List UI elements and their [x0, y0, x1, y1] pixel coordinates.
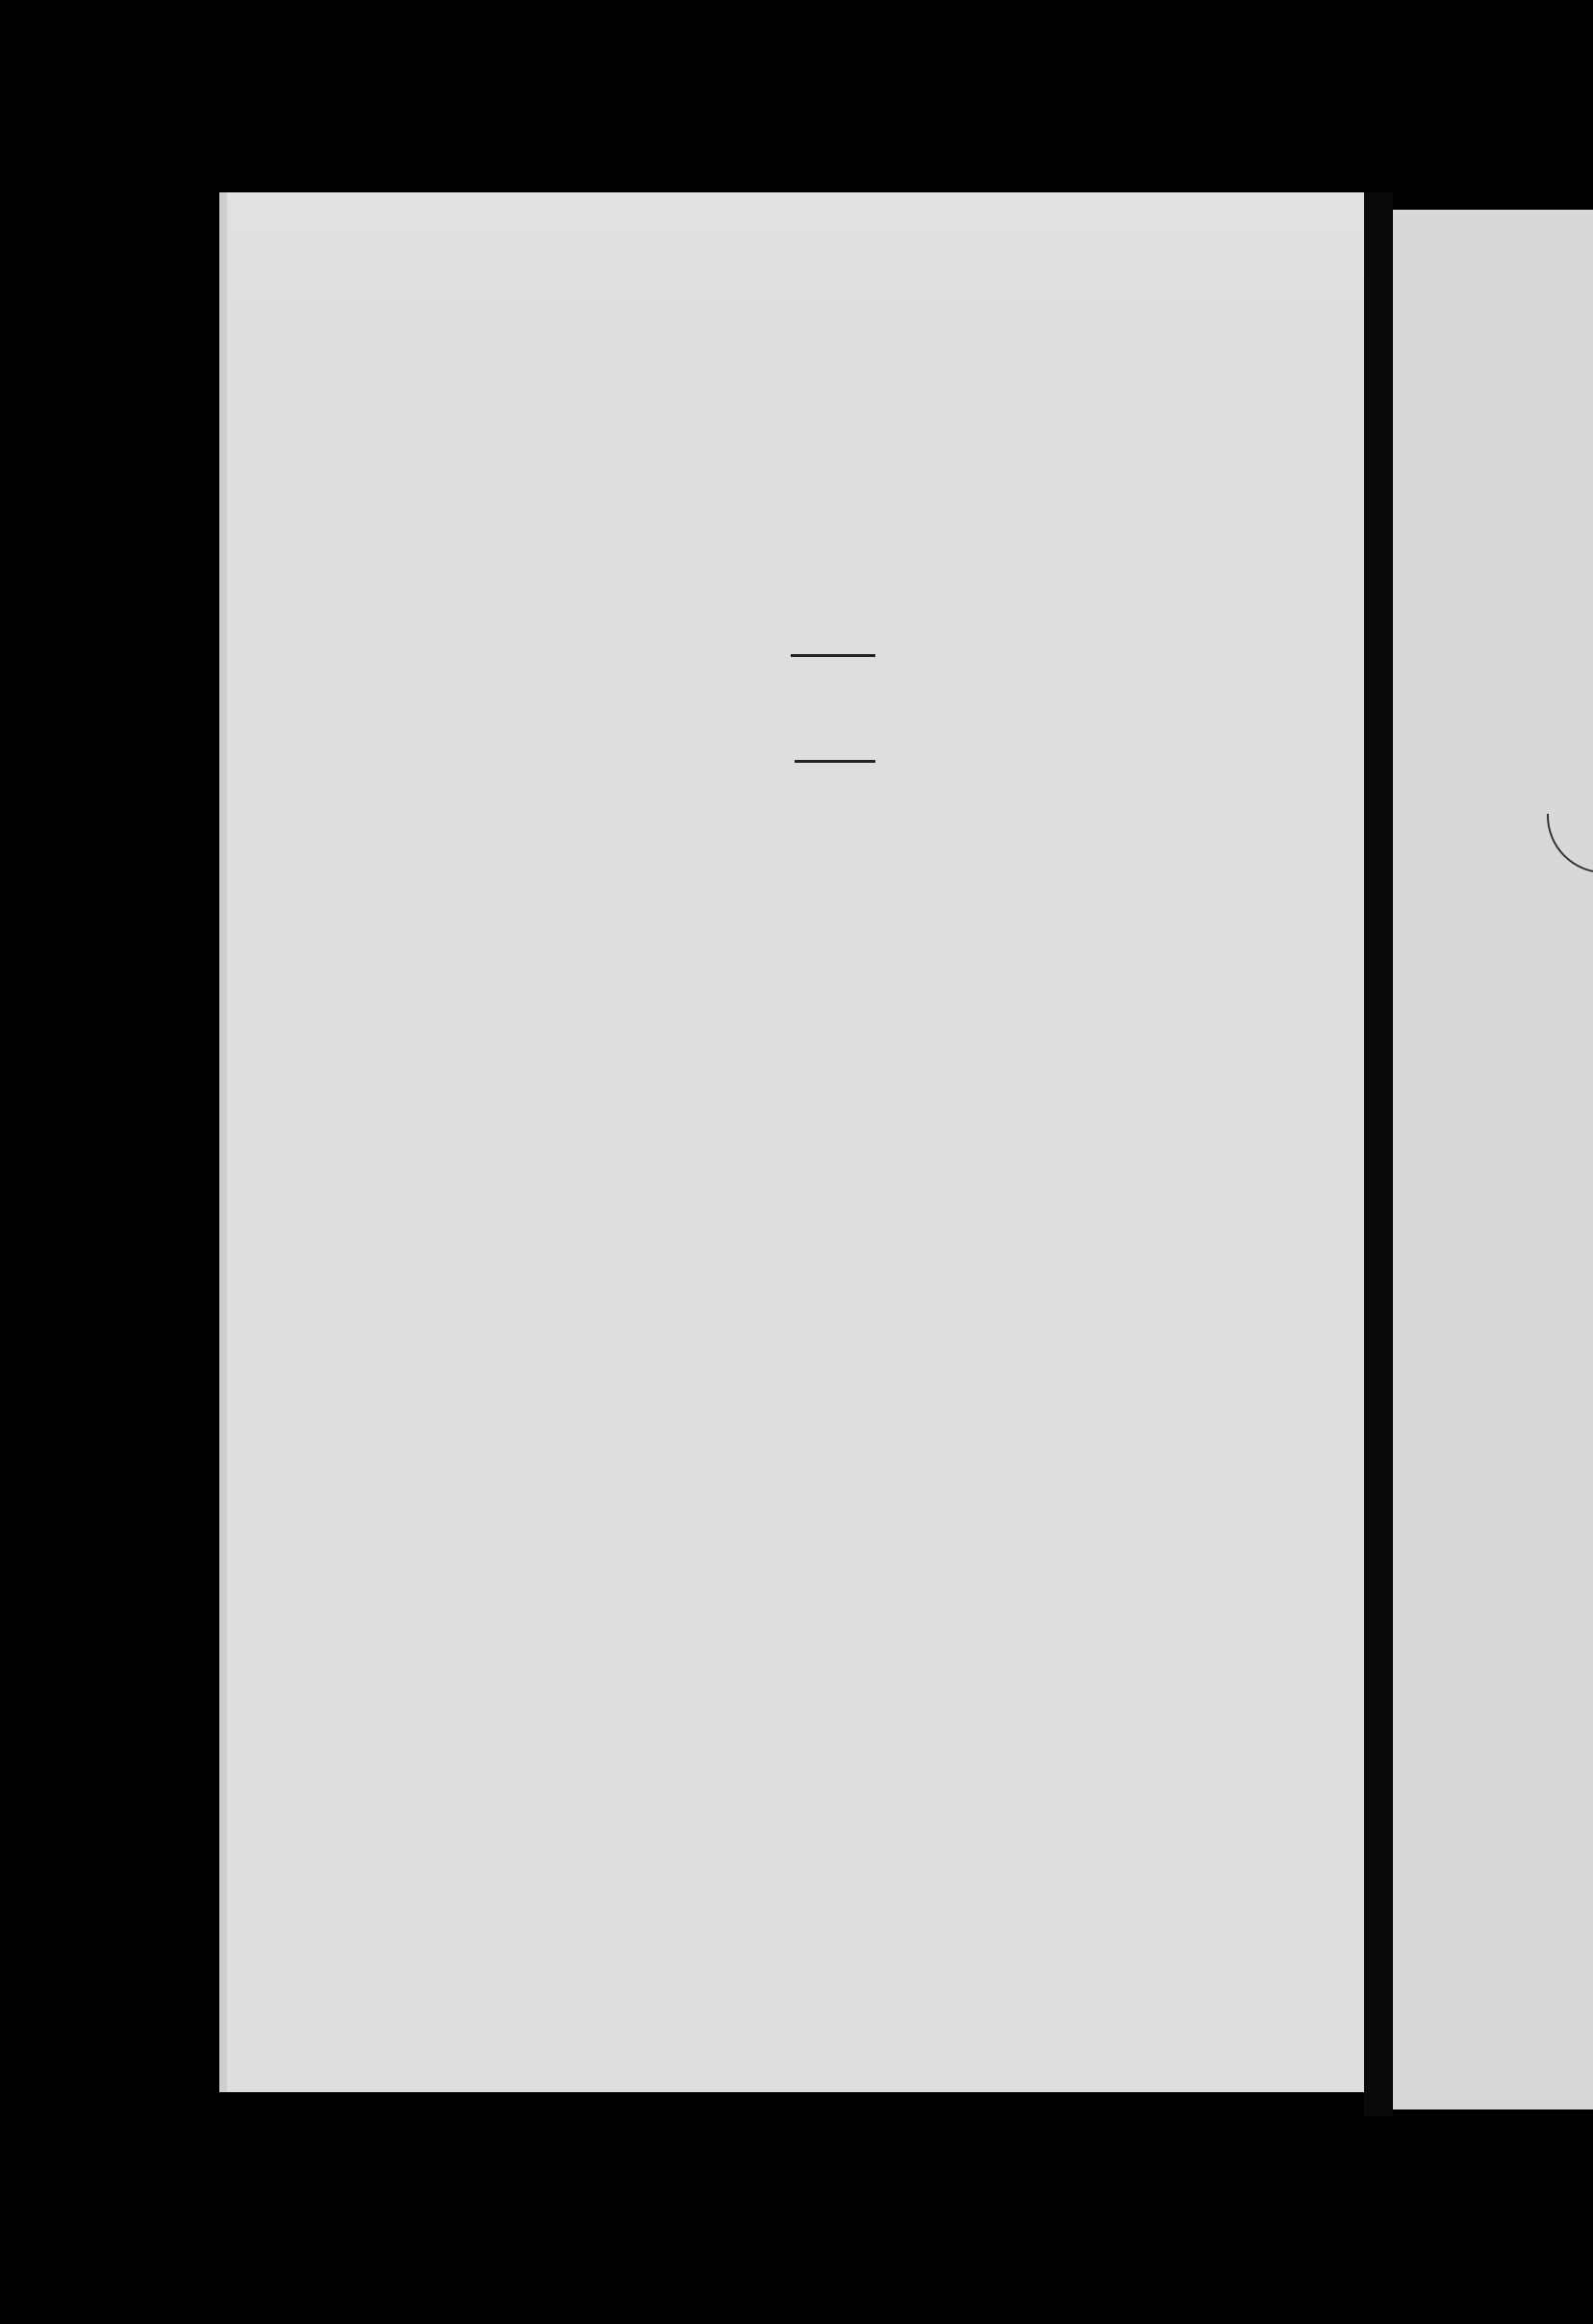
- facing-page: [1393, 210, 1593, 2109]
- title-divider: [791, 654, 875, 657]
- facing-page-ornament: [1547, 814, 1593, 873]
- page-stain: [227, 192, 1372, 327]
- page-gutter: [1364, 192, 1393, 2116]
- left-page: [219, 192, 1372, 2092]
- byline-divider: [795, 760, 875, 763]
